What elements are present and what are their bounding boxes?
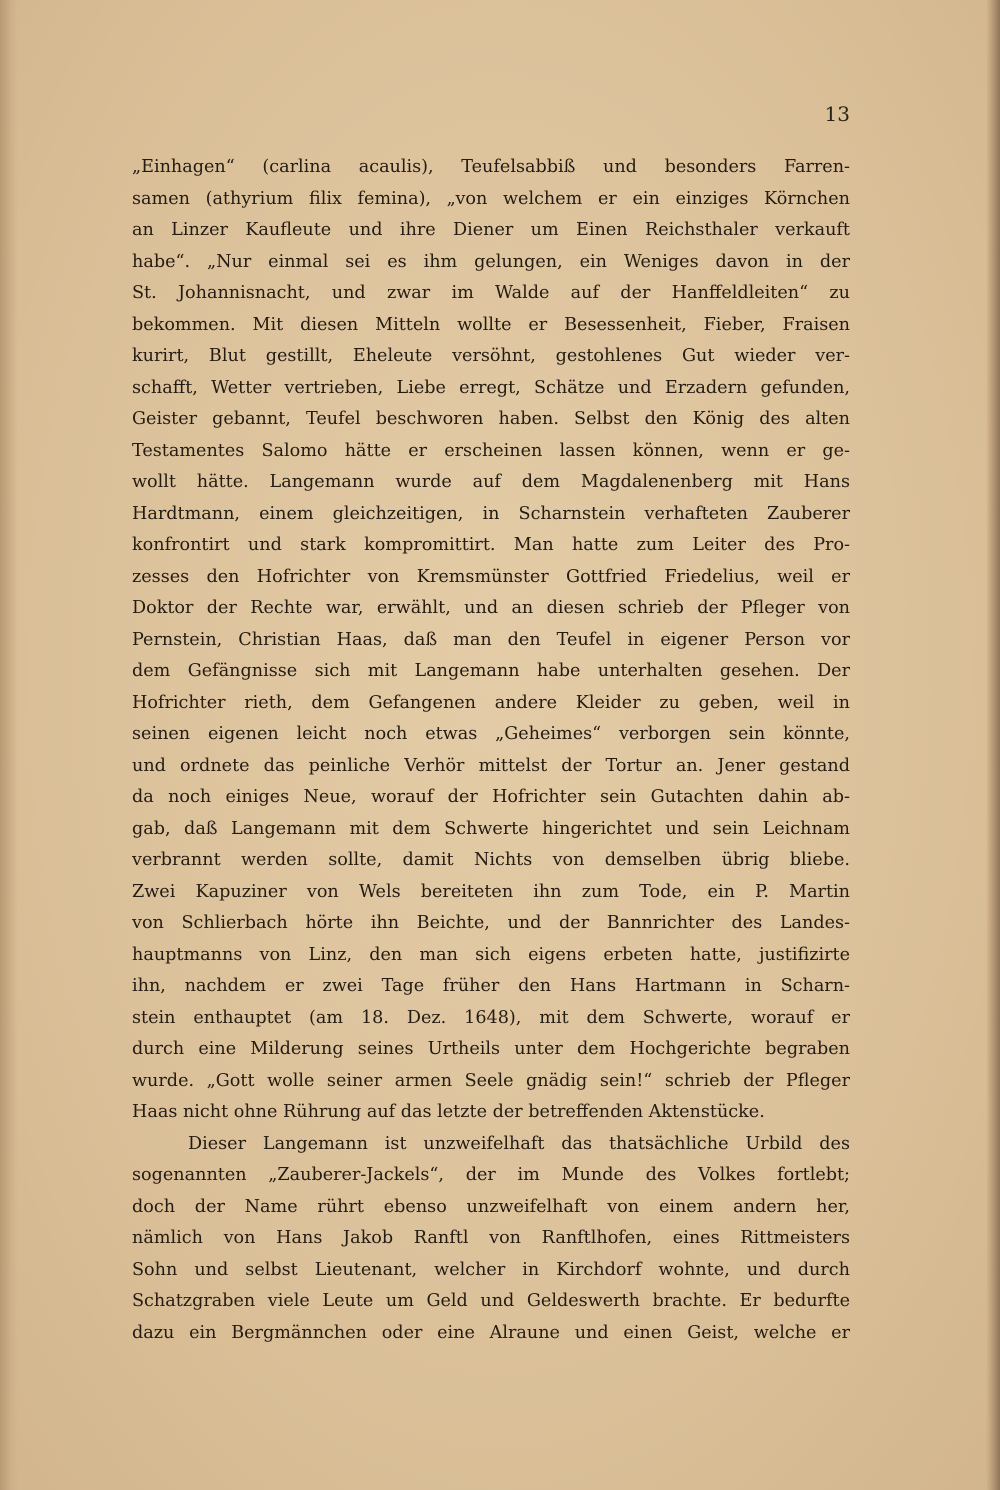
text-line: wollt hätte. Langemann wurde auf dem Magdalenenberg mit Hans: [132, 472, 850, 492]
text-line: Sohn und selbst Lieutenant, welcher in Kirchdorf wohnte, und durch: [132, 1259, 850, 1280]
text-line: bekommen. Mit diesen Mitteln wollte er Besessenheit, Fieber, Fraisen: [132, 314, 850, 335]
paragraph-end-line: Haas nicht ohne Rührung auf das letzte der betreffenden Aktenstücke.: [132, 1102, 765, 1122]
text-line: an Linzer Kaufleute und ihre Diener um Einen Reichsthaler verkauft: [132, 220, 850, 240]
text-line: konfrontirt und stark kompromittirt. Man hatte zum Leiter des Pro-: [132, 535, 850, 555]
text-line: „Einhagen“ (carlina acaulis), Teufelsabbiß und besonders Farren-: [132, 157, 850, 177]
text-line: Testamentes Salomo hätte er erscheinen lassen können, wenn er ge-: [132, 440, 850, 461]
text-line: Pernstein, Christian Haas, daß man den Teufel in eigener Person vor: [132, 629, 850, 650]
text-line: St. Johannisnacht, und zwar im Walde auf der Hanffeldleiten“ zu: [132, 283, 850, 303]
text-line: Doktor der Rechte war, erwählt, und an diesen schrieb der Pfleger von: [132, 598, 850, 618]
text-line: habe“. „Nur einmal sei es ihm gelungen, ein Weniges davon in der: [132, 251, 850, 272]
page-number: 13: [824, 102, 850, 126]
text-line: seinen eigenen leicht noch etwas „Geheimes“ verborgen sein könnte,: [132, 724, 850, 744]
text-line: samen (athyrium filix femina), „von welchem er ein einziges Körnchen: [132, 188, 850, 209]
text-line: Zwei Kapuziner von Wels bereiteten ihn zum Tode, ein P. Martin: [132, 881, 850, 902]
text-line: schafft, Wetter vertrieben, Liebe erregt, Schätze und Erzadern gefunden,: [132, 377, 850, 398]
text-line: Schatzgraben viele Leute um Geld und Geldeswerth brachte. Er bedurfte: [132, 1291, 850, 1311]
text-line: Hofrichter rieth, dem Gefangenen andere Kleider zu geben, weil in: [132, 692, 850, 713]
text-line: durch eine Milderung seines Urtheils unter dem Hochgerichte begraben: [132, 1039, 850, 1059]
text-line: verbrannt werden sollte, damit Nichts von demselben übrig bliebe.: [132, 850, 850, 870]
text-line: von Schlierbach hörte ihn Beichte, und der Bannrichter des Landes-: [132, 913, 850, 933]
text-line: wurde. „Gott wolle seiner armen Seele gnädig sein!“ schrieb der Pfleger: [132, 1070, 850, 1091]
text-line: zesses den Hofrichter von Kremsmünster Gottfried Friedelius, weil er: [132, 566, 850, 587]
text-line: ihn, nachdem er zwei Tage früher den Hans Hartmann in Scharn-: [132, 976, 850, 996]
text-line: nämlich von Hans Jakob Ranftl von Ranftlhofen, eines Rittmeisters: [132, 1228, 850, 1248]
text-line: dazu ein Bergmännchen oder eine Alraune und einen Geist, welche er: [132, 1322, 850, 1343]
page-left-edge: [0, 0, 18, 1490]
page-right-edge: [986, 0, 1000, 1490]
text-line: Hardtmann, einem gleichzeitigen, in Scharnstein verhafteten Zauberer: [132, 503, 850, 524]
text-line: kurirt, Blut gestillt, Eheleute versöhnt, gestohlenes Gut wieder ver-: [132, 346, 850, 366]
paragraph-start-line: Dieser Langemann ist unzweifelhaft das thatsächliche Urbild des: [188, 1133, 850, 1154]
text-line: stein enthauptet (am 18. Dez. 1648), mit dem Schwerte, worauf er: [132, 1007, 850, 1028]
text-line: doch der Name rührt ebenso unzweifelhaft von einem andern her,: [132, 1196, 850, 1217]
text-line: da noch einiges Neue, worauf der Hofrichter sein Gutachten dahin ab-: [132, 787, 850, 807]
text-line: gab, daß Langemann mit dem Schwerte hingerichtet und sein Leichnam: [132, 818, 850, 839]
text-line: und ordnete das peinliche Verhör mittelst der Tortur an. Jener gestand: [132, 755, 850, 776]
body-text: [132, 152, 850, 1349]
text-line: sogenannten „Zauberer-Jackels“, der im Munde des Volkes fortlebt;: [132, 1165, 850, 1185]
text-line: Geister gebannt, Teufel beschworen haben. Selbst den König des alten: [132, 409, 850, 429]
text-line: hauptmanns von Linz, den man sich eigens erbeten hatte, justifizirte: [132, 944, 850, 965]
text-line: dem Gefängnisse sich mit Langemann habe unterhalten gesehen. Der: [132, 661, 850, 681]
